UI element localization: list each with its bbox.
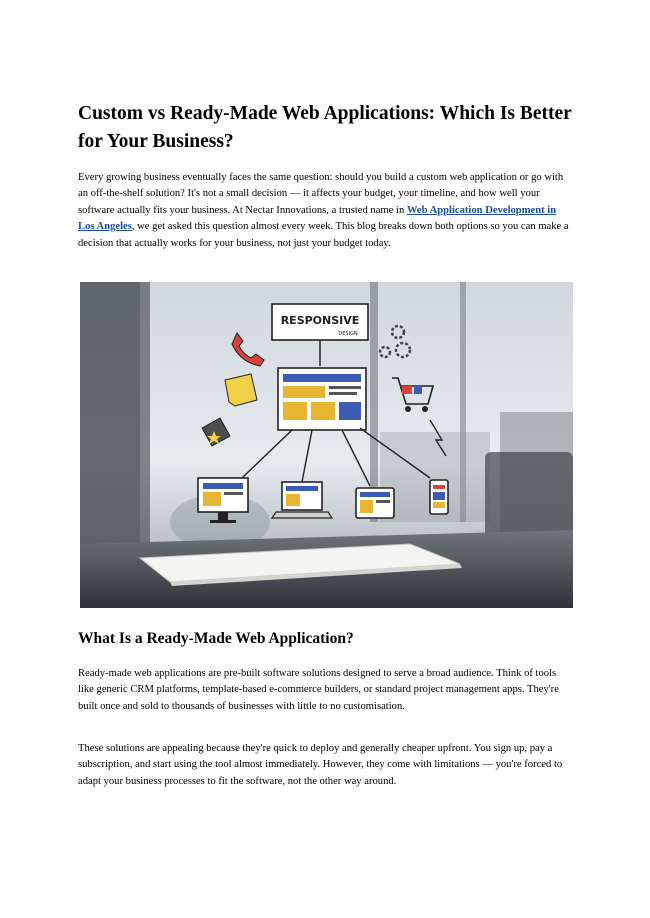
section-heading: What Is a Ready-Made Web Application? xyxy=(78,630,354,647)
intro-text-after: , we get asked this question almost every week. This blog breaks down both options so you can make a decision that actually works for your business, not just your budget today. xyxy=(78,221,569,249)
sign-line1: RESPONSIVE xyxy=(280,314,360,327)
browser-window-illustration xyxy=(278,368,366,430)
section-paragraph-2: These solutions are appealing because they're quick to deploy and generally cheaper upfront. You sign up, pay a subscription, and start using the tool almost immediately. However, they come with limitations — you're forced to adapt your business processes to fit the software, not the other way around. xyxy=(78,743,563,787)
intro-text-before: Every growing business eventually faces the same question: should you build a custom web application or go with an off-the-shelf solution? It's not a small decision — it affects your budget, your timeline, and how well your software actually fits your business. At Nectar Innovations, a trusted name in xyxy=(78,172,564,216)
article-title: Custom vs Ready-Made Web Applications: Which Is Better for Your Business? xyxy=(78,103,572,152)
sign-line2: DESIGN xyxy=(338,331,358,337)
intro-paragraph xyxy=(78,170,574,252)
web-app-development-link[interactable]: Web Application Development in Los Angeles xyxy=(78,204,557,233)
hero-image xyxy=(80,282,573,608)
section-paragraph-1: Ready-made web applications are pre-built software solutions designed to serve a broad audience. Think of tools like generic CRM platforms, template-based e-commerce builders, or standard project management apps. They're built once and sold to thousands of businesses with little to no customisation. xyxy=(78,668,559,712)
